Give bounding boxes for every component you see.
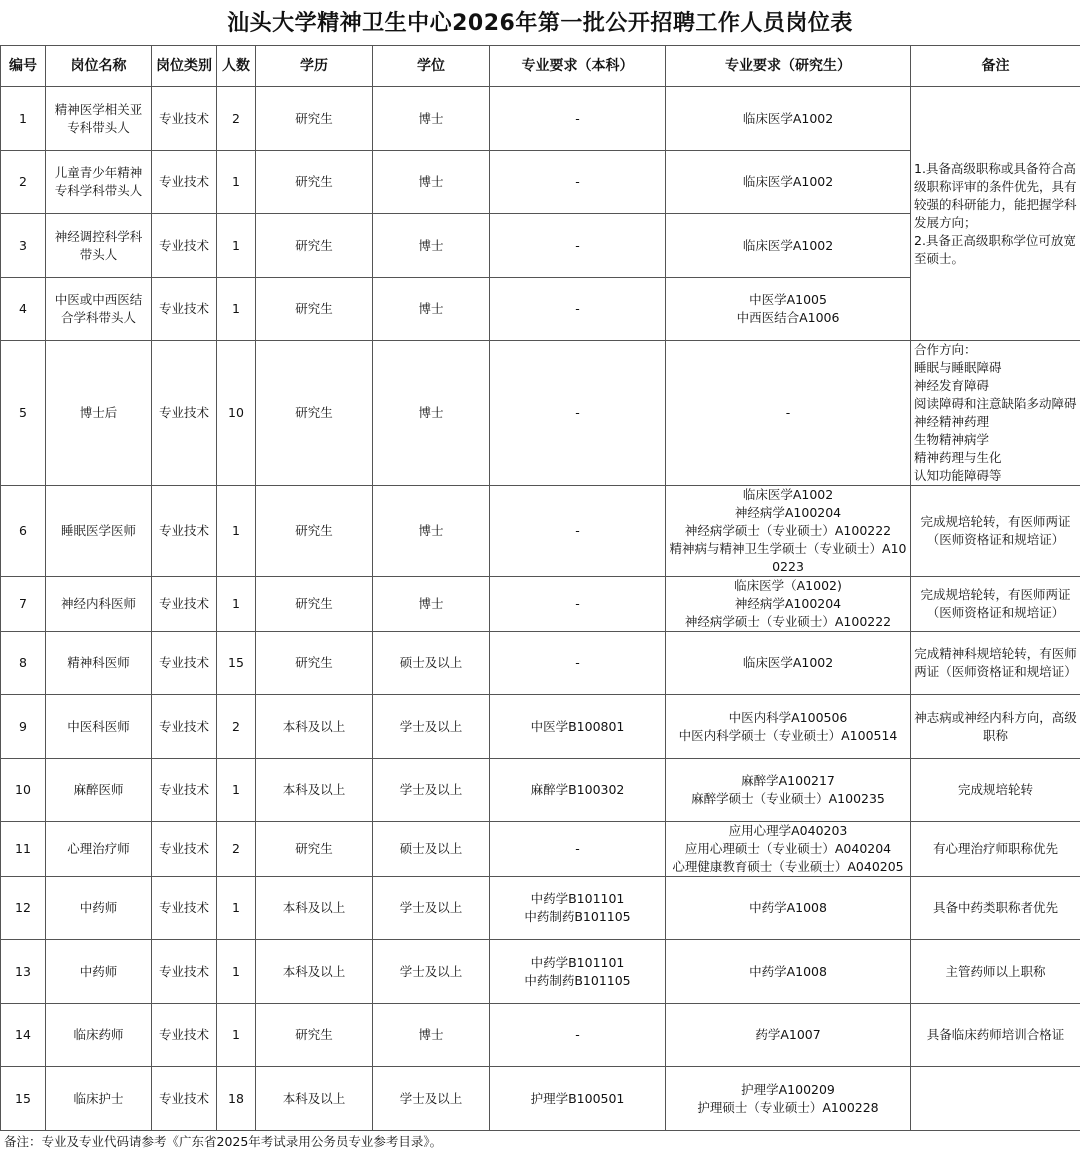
cell-education: 本科及以上 [256, 695, 373, 759]
cell-count: 1 [217, 486, 256, 577]
cell-grad-major: 应用心理学A040203 应用心理硕士（专业硕士）A040204 心理健康教育硕士（专业硕士）A040205 [666, 822, 911, 877]
cell-undergrad-major: - [490, 151, 666, 214]
cell-number: 6 [1, 486, 46, 577]
cell-position-name: 中药师 [46, 877, 152, 940]
cell-position-name: 中医科医师 [46, 695, 152, 759]
cell-undergrad-major: - [490, 577, 666, 632]
column-header: 编号 [1, 46, 46, 87]
cell-position-name: 心理治疗师 [46, 822, 152, 877]
cell-education: 研究生 [256, 577, 373, 632]
cell-count: 2 [217, 695, 256, 759]
cell-education: 研究生 [256, 632, 373, 695]
cell-category: 专业技术 [152, 151, 217, 214]
cell-undergrad-major: 中药学B101101 中药制药B101105 [490, 940, 666, 1004]
cell-position-name: 精神科医师 [46, 632, 152, 695]
cell-degree: 博士 [373, 151, 490, 214]
cell-grad-major: 麻醉学A100217 麻醉学硕士（专业硕士）A100235 [666, 759, 911, 822]
cell-degree: 学士及以上 [373, 940, 490, 1004]
cell-degree: 博士 [373, 214, 490, 278]
cell-category: 专业技术 [152, 87, 217, 151]
table-row [1, 87, 1080, 151]
cell-note: 主管药师以上职称 [911, 940, 1080, 1004]
cell-number: 11 [1, 822, 46, 877]
cell-category: 专业技术 [152, 877, 217, 940]
cell-degree: 博士 [373, 577, 490, 632]
cell-count: 1 [217, 759, 256, 822]
column-header: 学位 [373, 46, 490, 87]
column-header: 人数 [217, 46, 256, 87]
cell-note: 完成精神科规培轮转，有医师两证（医师资格证和规培证） [911, 632, 1080, 695]
cell-education: 本科及以上 [256, 877, 373, 940]
cell-grad-major: 临床医学A1002 [666, 151, 911, 214]
cell-degree: 博士 [373, 278, 490, 341]
cell-count: 2 [217, 87, 256, 151]
cell-category: 专业技术 [152, 632, 217, 695]
column-header: 岗位名称 [46, 46, 152, 87]
cell-note: 完成规培轮转，有医师两证（医师资格证和规培证） [911, 577, 1080, 632]
cell-category: 专业技术 [152, 341, 217, 486]
cell-grad-major: - [666, 341, 911, 486]
cell-position-name: 中医或中西医结合学科带头人 [46, 278, 152, 341]
cell-position-name: 临床护士 [46, 1067, 152, 1131]
cell-note: 完成规培轮转 [911, 759, 1080, 822]
cell-grad-major: 中药学A1008 [666, 940, 911, 1004]
cell-degree: 博士 [373, 486, 490, 577]
table-row [1, 577, 1080, 632]
cell-note: 完成规培轮转，有医师两证（医师资格证和规培证） [911, 486, 1080, 577]
cell-education: 研究生 [256, 87, 373, 151]
cell-grad-major: 临床医学A1002 [666, 632, 911, 695]
cell-count: 1 [217, 1004, 256, 1067]
cell-undergrad-major: - [490, 341, 666, 486]
cell-position-name: 中药师 [46, 940, 152, 1004]
cell-count: 1 [217, 214, 256, 278]
cell-education: 研究生 [256, 1004, 373, 1067]
cell-category: 专业技术 [152, 695, 217, 759]
cell-category: 专业技术 [152, 1067, 217, 1131]
table-row [1, 877, 1080, 940]
cell-category: 专业技术 [152, 577, 217, 632]
table-row [1, 695, 1080, 759]
cell-education: 本科及以上 [256, 1067, 373, 1131]
table-row [1, 822, 1080, 877]
footnote: 备注：专业及专业代码请参考《广东省2025年考试录用公务员专业参考目录》。 [4, 1134, 443, 1149]
cell-grad-major: 临床医学A1002 神经病学A100204 神经病学硕士（专业硕士）A100222 精神病与精神卫生学硕士（专业硕士）A100223 [666, 486, 911, 577]
cell-undergrad-major: - [490, 214, 666, 278]
cell-number: 3 [1, 214, 46, 278]
cell-number: 10 [1, 759, 46, 822]
table-row [1, 940, 1080, 1004]
cell-number: 7 [1, 577, 46, 632]
cell-count: 1 [217, 940, 256, 1004]
cell-grad-major: 中医内科学A100506 中医内科学硕士（专业硕士）A100514 [666, 695, 911, 759]
cell-undergrad-major: - [490, 632, 666, 695]
cell-category: 专业技术 [152, 940, 217, 1004]
cell-count: 15 [217, 632, 256, 695]
cell-position-name: 博士后 [46, 341, 152, 486]
cell-position-name: 睡眠医学医师 [46, 486, 152, 577]
column-header: 学历 [256, 46, 373, 87]
cell-note: 合作方向： 睡眠与睡眠障碍 神经发育障碍 阅读障碍和注意缺陷多动障碍 神经精神药理 生物精神病学 精神药理与生化 认知功能障碍等 [911, 341, 1080, 486]
cell-count: 1 [217, 151, 256, 214]
cell-education: 研究生 [256, 278, 373, 341]
cell-category: 专业技术 [152, 759, 217, 822]
page-title: 汕头大学精神卫生中心2026年第一批公开招聘工作人员岗位表 [227, 11, 853, 36]
cell-note: 具备临床药师培训合格证 [911, 1004, 1080, 1067]
table-row [1, 632, 1080, 695]
column-header: 备注 [911, 46, 1080, 87]
cell-grad-major: 临床医学A1002 [666, 214, 911, 278]
column-header: 岗位类别 [152, 46, 217, 87]
cell-position-name: 精神医学相关亚专科带头人 [46, 87, 152, 151]
cell-degree: 博士 [373, 87, 490, 151]
cell-count: 2 [217, 822, 256, 877]
cell-number: 4 [1, 278, 46, 341]
cell-degree: 学士及以上 [373, 695, 490, 759]
cell-undergrad-major: - [490, 278, 666, 341]
cell-number: 8 [1, 632, 46, 695]
cell-category: 专业技术 [152, 1004, 217, 1067]
cell-number: 13 [1, 940, 46, 1004]
cell-position-name: 麻醉医师 [46, 759, 152, 822]
cell-undergrad-major: - [490, 822, 666, 877]
cell-degree: 硕士及以上 [373, 632, 490, 695]
cell-education: 研究生 [256, 341, 373, 486]
cell-note: 具备中药类职称者优先 [911, 877, 1080, 940]
table-body [1, 87, 1080, 1131]
cell-note [911, 1067, 1080, 1131]
cell-number: 5 [1, 341, 46, 486]
cell-note: 有心理治疗师职称优先 [911, 822, 1080, 877]
cell-undergrad-major: 护理学B100501 [490, 1067, 666, 1131]
cell-count: 1 [217, 278, 256, 341]
cell-number: 15 [1, 1067, 46, 1131]
cell-undergrad-major: 麻醉学B100302 [490, 759, 666, 822]
cell-education: 研究生 [256, 822, 373, 877]
table-row [1, 1067, 1080, 1131]
cell-grad-major: 护理学A100209 护理硕士（专业硕士）A100228 [666, 1067, 911, 1131]
cell-category: 专业技术 [152, 822, 217, 877]
cell-position-name: 儿童青少年精神专科学科带头人 [46, 151, 152, 214]
cell-education: 研究生 [256, 214, 373, 278]
table-row [1, 1004, 1080, 1067]
cell-number: 12 [1, 877, 46, 940]
cell-number: 1 [1, 87, 46, 151]
cell-undergrad-major: 中医学B100801 [490, 695, 666, 759]
cell-undergrad-major: - [490, 87, 666, 151]
cell-degree: 学士及以上 [373, 759, 490, 822]
cell-education: 本科及以上 [256, 759, 373, 822]
cell-count: 1 [217, 877, 256, 940]
cell-note: 神志病或神经内科方向，高级职称 [911, 695, 1080, 759]
cell-grad-major: 临床医学A1002 [666, 87, 911, 151]
cell-merged-note: 1.具备高级职称或具备符合高级职称评审的条件优先，具有较强的科研能力，能把握学科发展方向； 2.具备正高级职称学位可放宽至硕士。 [911, 87, 1080, 341]
cell-category: 专业技术 [152, 486, 217, 577]
cell-degree: 博士 [373, 341, 490, 486]
cell-education: 研究生 [256, 486, 373, 577]
cell-undergrad-major: - [490, 1004, 666, 1067]
column-header: 专业要求（研究生） [666, 46, 911, 87]
cell-degree: 硕士及以上 [373, 822, 490, 877]
cell-count: 18 [217, 1067, 256, 1131]
cell-category: 专业技术 [152, 278, 217, 341]
cell-grad-major: 中医学A1005 中西医结合A1006 [666, 278, 911, 341]
cell-position-name: 神经内科医师 [46, 577, 152, 632]
table-row [1, 759, 1080, 822]
cell-degree: 博士 [373, 1004, 490, 1067]
cell-education: 本科及以上 [256, 940, 373, 1004]
column-header: 专业要求（本科） [490, 46, 666, 87]
cell-position-name: 神经调控科学科带头人 [46, 214, 152, 278]
cell-count: 10 [217, 341, 256, 486]
cell-number: 14 [1, 1004, 46, 1067]
job-table [0, 45, 1080, 1131]
header-row [1, 46, 1080, 87]
cell-position-name: 临床药师 [46, 1004, 152, 1067]
cell-degree: 学士及以上 [373, 877, 490, 940]
cell-education: 研究生 [256, 151, 373, 214]
cell-grad-major: 药学A1007 [666, 1004, 911, 1067]
cell-undergrad-major: - [490, 486, 666, 577]
cell-category: 专业技术 [152, 214, 217, 278]
cell-degree: 学士及以上 [373, 1067, 490, 1131]
table-row [1, 486, 1080, 577]
cell-undergrad-major: 中药学B101101 中药制药B101105 [490, 877, 666, 940]
cell-grad-major: 临床医学（A1002) 神经病学A100204 神经病学硕士（专业硕士）A100222 [666, 577, 911, 632]
cell-number: 9 [1, 695, 46, 759]
cell-number: 2 [1, 151, 46, 214]
cell-grad-major: 中药学A1008 [666, 877, 911, 940]
table-row [1, 341, 1080, 486]
cell-count: 1 [217, 577, 256, 632]
